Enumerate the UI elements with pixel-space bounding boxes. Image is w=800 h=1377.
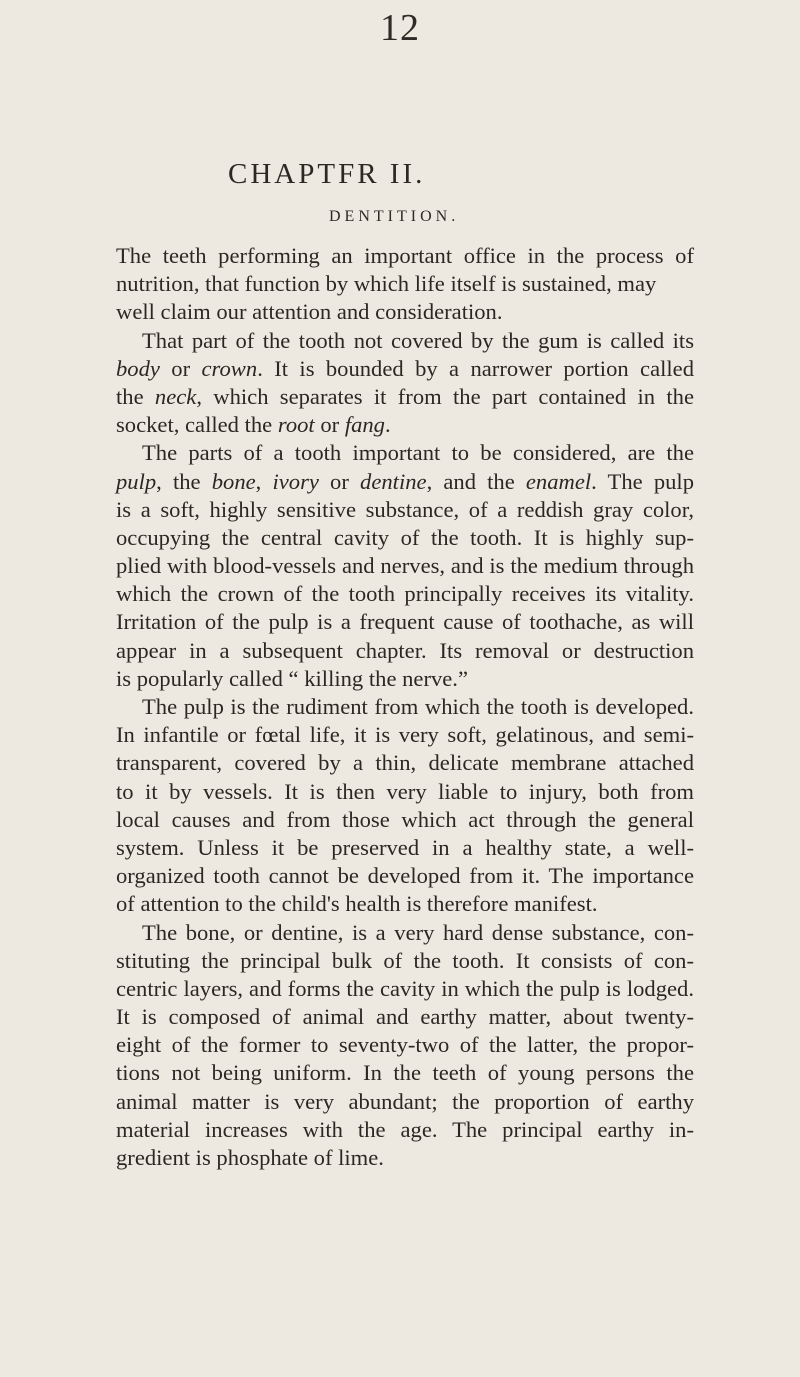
text-line: material increases with the age. The principal earthy in- — [116, 1116, 694, 1142]
text-line: The parts of a tooth important to be considered, are the — [142, 440, 694, 466]
text-line: eight of the former to seventy-two of the latter, the propor- — [116, 1032, 694, 1058]
text-line: gredient is phosphate of lime. — [116, 1145, 384, 1170]
text-line: It is composed of animal and earthy matter, about twenty- — [116, 1004, 694, 1030]
text-line: That part of the tooth not covered by the gum is called its — [142, 327, 694, 353]
text-line: The teeth performing an important office in the process of — [116, 243, 694, 268]
chapter-subtitle: DENTITION. — [329, 208, 460, 225]
text-line: nutrition, that function by which life itself is sustained, may — [116, 271, 657, 297]
text-line: of attention to the child's health is therefore manifest. — [116, 891, 598, 917]
text-line: In infantile or fœtal life, it is very soft, gelatinous, and semi- — [116, 722, 694, 748]
body-text — [116, 242, 694, 1172]
text-line: to it by vessels. It is then very liable to injury, both from — [116, 778, 694, 804]
text-line: socket, called the root or fang. — [116, 412, 391, 438]
page-number: 12 — [380, 7, 420, 49]
text-line: which the crown of the tooth principally receives its vitality. — [116, 581, 694, 607]
text-line: is popularly called “ killing the nerve.” — [116, 665, 468, 691]
text-line: The pulp is the rudiment from which the tooth is developed. — [142, 694, 694, 719]
italic-term: dentine — [360, 468, 427, 494]
italic-term: crown — [201, 355, 258, 381]
text-line: centric layers, and forms the cavity in which the pulp is lodged. — [116, 975, 694, 1001]
text-line: appear in a subsequent chapter. Its removal or destruction — [116, 637, 694, 663]
text-line: plied with blood-vessels and nerves, and is the medium through — [116, 553, 694, 579]
italic-term: body — [116, 355, 160, 381]
chapter-title: CHAPTFR II. — [228, 158, 426, 190]
text-line: system. Unless it be preserved in a healthy state, a well- — [116, 834, 694, 860]
text-line: local causes and from those which act through the general — [116, 806, 694, 832]
text-line: The bone, or dentine, is a very hard dense substance, con- — [142, 919, 694, 945]
text-line: well claim our attention and consideration. — [116, 299, 503, 325]
text-line: is a soft, highly sensitive substance, of a reddish gray color, — [116, 496, 694, 522]
text-line: the neck, which separates it from the part contained in the — [116, 383, 694, 409]
text-line: animal matter is very abundant; the proportion of earthy — [116, 1088, 694, 1114]
text-line: tions not being uniform. In the teeth of young persons the — [116, 1060, 694, 1086]
italic-term: bone — [211, 468, 256, 494]
italic-term: pulp — [116, 468, 157, 494]
italic-term: neck — [154, 383, 197, 409]
text-line: occupying the central cavity of the tooth. It is highly sup- — [116, 524, 694, 550]
text-line: organized tooth cannot be developed from it. The importance — [116, 863, 694, 889]
italic-term: root — [277, 412, 315, 438]
text-line: transparent, covered by a thin, delicate membrane attached — [116, 750, 694, 776]
text-line: Irritation of the pulp is a frequent cause of toothache, as will — [116, 609, 694, 635]
italic-term: enamel — [525, 468, 592, 494]
text-line: stituting the principal bulk of the tooth. It consists of con- — [116, 947, 694, 973]
text-line: body or crown. It is bounded by a narrower portion called — [116, 355, 694, 381]
text-line: pulp, the bone, ivory or dentine, and the enamel. The pulp — [116, 468, 694, 494]
italic-term: ivory — [272, 468, 319, 494]
italic-term: fang — [344, 412, 385, 438]
